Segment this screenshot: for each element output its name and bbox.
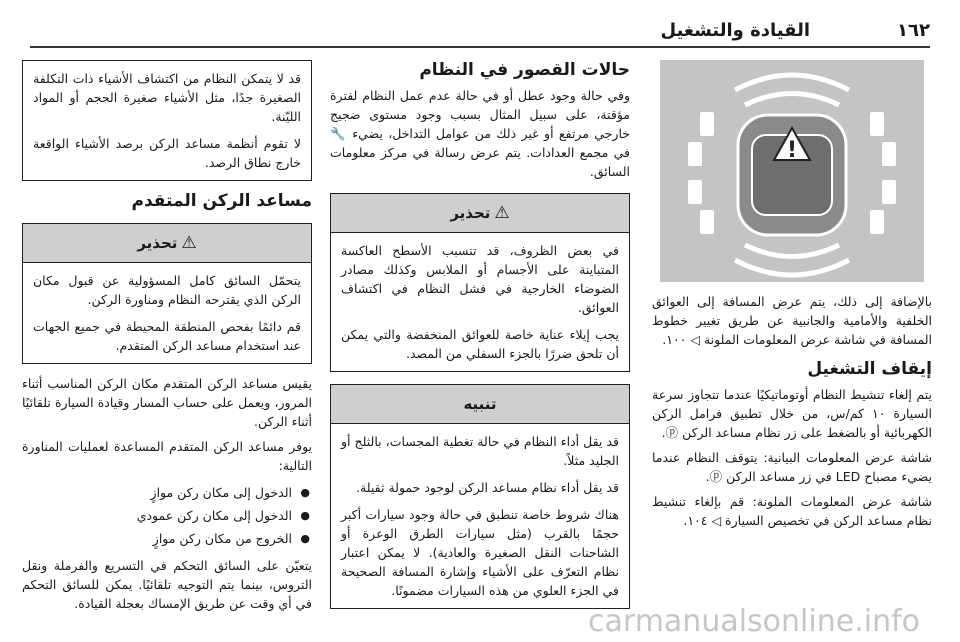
warning-header: [23, 224, 311, 263]
note-title: تنبيه: [463, 395, 497, 413]
car-top-view-icon: [660, 60, 924, 282]
heading-advanced-parking-assist: مساعد الركن المتقدم: [131, 191, 312, 211]
faults-paragraph: وفي حالة وجود عطل أو في حالة عدم عمل النظام لفترة مؤقتة، على سبيل المثال بسبب وجود مستوى ضجيج خارجي مرتفع أو غير ذلك من عوامل التداخل، يضيء 🔧 في مجمع العدادات. يتم عرض رسالة في مركز معلومات السائق.: [330, 88, 630, 179]
provides-paragraph: يوفر مساعد الركن المتقدم المساعدة لعمليات المناورة التالية:: [22, 439, 312, 473]
caution-paragraph-2: يجب إيلاء عناية خاصة للعوائق المنخفضة والتي يمكن أن تلحق ضررًا بالجزء السفلي من المصد.: [341, 327, 619, 361]
warning-box: [22, 223, 312, 364]
warning-triangle-icon: ⚠: [181, 233, 197, 253]
page-number: ١٦٢: [897, 20, 930, 41]
list-item: ● الدخول إلى مكان ركن موازٍ: [22, 481, 312, 504]
parking-sensor-illustration: [660, 60, 924, 282]
continued-note-box: [22, 60, 312, 181]
driver-control-paragraph: يتعيّن على السائق التحكم في التسريع والفرملة ونقل التروس، بينما يتم التوجيه تلقائيًا. يمكن للسائق التحكم في أي وقت عن طريق الإمساك بعجلة القيادة.: [22, 558, 312, 611]
maneuver-list: [22, 481, 312, 550]
note-box: [330, 384, 630, 609]
page-header: [30, 20, 930, 48]
warning-triangle-icon: ⚠: [494, 203, 510, 223]
right-column: [652, 60, 932, 530]
continued-note-paragraph-1: قد لا يتمكن النظام من اكتشاف الأشياء ذات التكلفة الصغيرة جدًا، مثل الأشياء صغيرة الحجم أو المواد الليّنة.: [33, 71, 301, 124]
middle-column: [330, 60, 630, 609]
svg-text:!: !: [786, 138, 798, 163]
detection-paragraph: يقيس مساعد الركن المتقدم مكان الركن المناسب أثناء المرور، ويعمل على حساب المسار وقيادة السيارة تلقائيًا أثناء الركن.: [22, 376, 312, 429]
note-header: [331, 385, 629, 424]
list-item: ● الدخول إلى مكان ركن عمودي: [22, 504, 312, 527]
left-column: [22, 60, 312, 613]
warning-paragraph-2: قم دائمًا بفحص المنطقة المحيطة في جميع الجهات عند استخدام مساعد الركن المتقدم.: [33, 319, 301, 353]
deactivation-paragraph-2: شاشة عرض المعلومات البيانية: يتوقف النظام عندما يضيء مصباح LED في زر مساعد الركن ⓟ.: [652, 450, 932, 484]
running-title: القيادة والتشغيل: [660, 20, 810, 41]
caution-box: [330, 193, 630, 372]
watermark: carmanualsonline.info: [588, 604, 920, 639]
deactivation-paragraph-3: شاشة عرض المعلومات الملونة: قم بإلغاء تنشيط نظام مساعد الركن في تخصيص السيارة ◁ ١٠٤.: [652, 494, 932, 528]
note-paragraph-3: هناك شروط خاصة تنطبق في حالة وجود سيارات أكبر حجمًا بالقرب (مثل سيارات الطرق الوعرة أو الشاحنات النقل الصغيرة والعادية). لا يمكن اعتبار نظام التعرّف على الأشياء وإشارة المسافة الصحيحة في الجزء العلوي من هذه السيارات مضمونًا.: [341, 507, 619, 598]
caution-paragraph-1: في بعض الظروف، قد تتسبب الأسطح العاكسة المتباينة على الأجسام أو الملابس وكذلك مصادر الضوضاء الخارجية في فشل النظام في اكتشاف العوائق.: [341, 243, 619, 315]
header-rule: [30, 46, 930, 48]
heading-deactivation: إيقاف التشغيل: [807, 359, 932, 379]
caution-header: [331, 194, 629, 233]
deactivation-paragraph-1: يتم إلغاء تنشيط النظام أوتوماتيكيًا عندما تتجاوز سرعة السيارة ١٠ كم/س، من خلال تطبيق فرامل الركن الكهربائية أو بالضغط على زر نظام مساعد الركن ⓟ.: [652, 387, 932, 440]
list-item: ● الخروج من مكان ركن موازٍ: [22, 527, 312, 550]
continued-note-paragraph-2: لا تقوم أنظمة مساعد الركن برصد الأشياء الواقعة خارج نطاق الرصد.: [33, 136, 301, 170]
intro-paragraph: بالإضافة إلى ذلك، يتم عرض المسافة إلى العوائق الخلفية والأمامية والجانبية عن طريق تغيير خطوط المسافة في شاشة عرض المعلومات الملونة ◁ ١٠٠.: [652, 294, 932, 347]
warning-title: تحذير: [137, 234, 178, 252]
heading-system-faults: حالات القصور في النظام: [419, 60, 630, 80]
warning-paragraph-1: يتحمّل السائق كامل المسؤولية عن قبول مكان الركن الذي يقترحه النظام ومناورة الركن.: [33, 273, 301, 307]
note-paragraph-1: قد يقل أداء النظام في حالة تغطية المجسات، بالثلج أو الجليد مثلاً.: [341, 434, 619, 468]
note-paragraph-2: قد يقل أداء نظام مساعد الركن لوجود حمولة ثقيلة.: [356, 480, 619, 495]
caution-title: تحذير: [450, 204, 491, 222]
